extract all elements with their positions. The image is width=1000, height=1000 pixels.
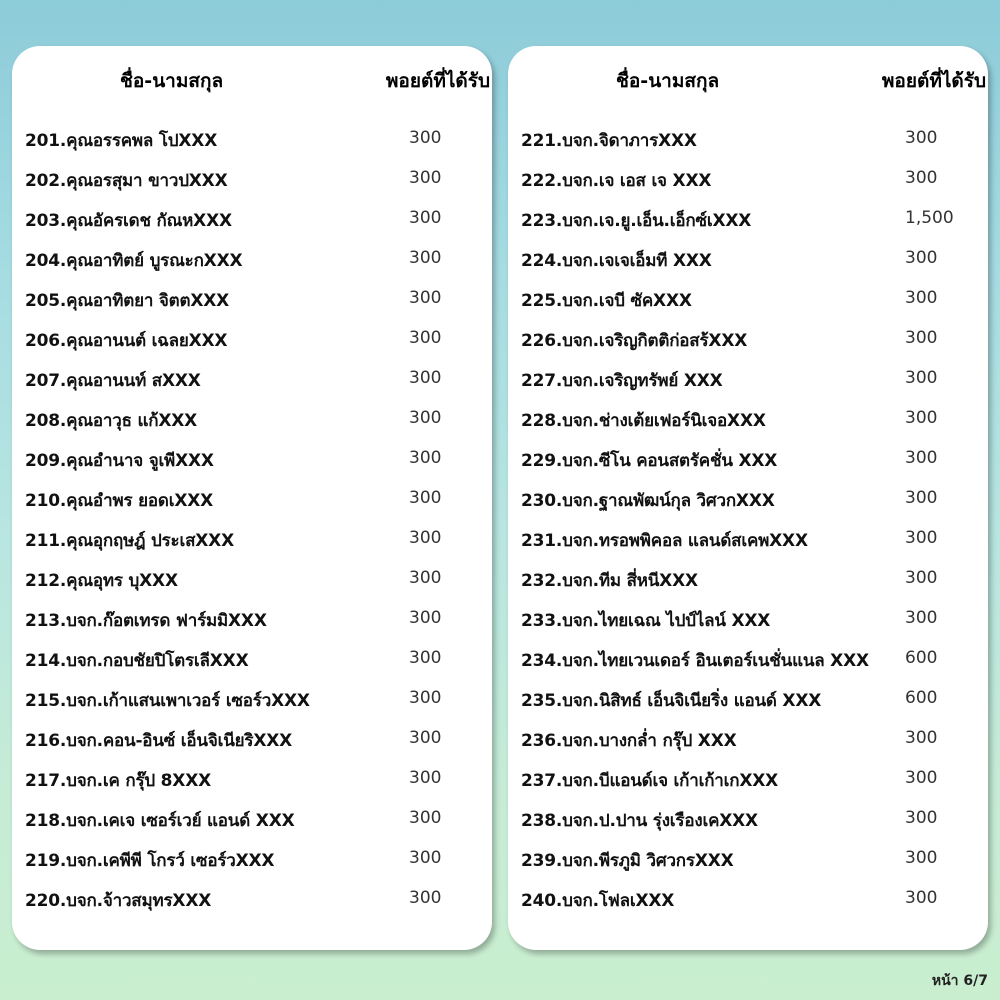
recipient-name: 208.คุณอาวุธ แก้XXX xyxy=(25,411,198,431)
list-row xyxy=(12,440,492,480)
recipient-name: 206.คุณอานนต์ เฉลยXXX xyxy=(25,331,228,351)
points-value: 300 xyxy=(905,288,938,308)
recipient-name: 203.คุณอัครเดช กัณหXXX xyxy=(25,211,232,231)
points-value: 300 xyxy=(905,888,938,908)
points-value: 300 xyxy=(905,488,938,508)
points-value: 300 xyxy=(905,528,938,548)
recipient-name: 204.คุณอาทิตย์ บูรณะกXXX xyxy=(25,251,243,271)
recipient-name: 232.บจก.ทีม สี่หนีXXX xyxy=(521,571,698,591)
recipient-name: 221.บจก.จิดาภารXXX xyxy=(521,131,697,151)
points-value: 300 xyxy=(905,448,938,468)
points-value: 300 xyxy=(409,888,442,908)
points-value: 300 xyxy=(409,808,442,828)
recipient-name: 218.บจก.เคเจ เซอร์เวย์ แอนด์ XXX xyxy=(25,811,295,831)
points-value: 300 xyxy=(409,408,442,428)
recipient-name: 209.คุณอำนาจ จูเพีXXX xyxy=(25,451,214,471)
recipient-name: 219.บจก.เคพีพี โกรว์ เซอร์วXXX xyxy=(25,851,275,871)
recipient-name: 215.บจก.เก้าแสนเพาเวอร์ เซอร์วXXX xyxy=(25,691,310,711)
recipient-name: 213.บจก.ก๊อตเทรด ฟาร์มมิXXX xyxy=(25,611,267,631)
points-value: 300 xyxy=(409,208,442,228)
list-row xyxy=(508,760,988,800)
list-row xyxy=(508,600,988,640)
points-value: 300 xyxy=(905,808,938,828)
points-value: 300 xyxy=(905,408,938,428)
recipient-name: 230.บจก.ฐาณพัฒน์กุล วิศวกXXX xyxy=(521,491,775,511)
list-row xyxy=(508,800,988,840)
page-number: หน้า 6/7 xyxy=(931,973,988,989)
list-row xyxy=(12,760,492,800)
list-row xyxy=(12,680,492,720)
recipient-name: 231.บจก.ทรอพพิคอล แลนด์สเคพXXX xyxy=(521,531,808,551)
points-value: 300 xyxy=(905,368,938,388)
list-row xyxy=(508,480,988,520)
recipient-name: 205.คุณอาทิตยา จิตตXXX xyxy=(25,291,230,311)
recipient-name: 236.บจก.บางกล่ำ กรุ๊ป XXX xyxy=(521,731,737,751)
recipient-name: 223.บจก.เจ.ยู.เอ็น.เอ็กซ์เXXX xyxy=(521,211,752,231)
recipient-name: 222.บจก.เจ เอส เจ XXX xyxy=(521,171,712,191)
list-row xyxy=(508,280,988,320)
list-row xyxy=(12,320,492,360)
points-value: 300 xyxy=(409,528,442,548)
list-row xyxy=(12,360,492,400)
list-row xyxy=(12,120,492,160)
recipient-name: 238.บจก.ป.ปาน รุ่งเรืองเคXXX xyxy=(521,811,758,831)
recipient-name: 234.บจก.ไทยเวนเดอร์ อินเตอร์เนชั่นแนล XXX xyxy=(521,651,869,671)
left-list-panel xyxy=(12,46,492,950)
points-value: 300 xyxy=(905,608,938,628)
points-value: 300 xyxy=(409,248,442,268)
points-value: 300 xyxy=(409,848,442,868)
recipient-name: 211.คุณอุกฤษฎ์ ประเสXXX xyxy=(25,531,234,551)
recipient-name: 224.บจก.เจเจเอ็มที XXX xyxy=(521,251,712,271)
list-row xyxy=(12,200,492,240)
points-value: 300 xyxy=(409,328,442,348)
recipient-name: 226.บจก.เจริญกิตติก่อสร้XXX xyxy=(521,331,748,351)
list-row xyxy=(12,800,492,840)
list-row xyxy=(508,640,988,680)
points-value: 600 xyxy=(905,648,938,668)
list-row xyxy=(508,200,988,240)
points-value: 300 xyxy=(905,248,938,268)
points-value: 300 xyxy=(409,608,442,628)
recipient-name: 239.บจก.พีรภูมิ วิศวกรXXX xyxy=(521,851,734,871)
recipient-name: 227.บจก.เจริญทรัพย์ XXX xyxy=(521,371,723,391)
points-value: 300 xyxy=(409,128,442,148)
list-row xyxy=(508,440,988,480)
points-column-header: พอยต์ที่ได้รับ xyxy=(881,70,986,92)
list-row xyxy=(508,680,988,720)
recipient-name: 202.คุณอรสุมา ขาวปXXX xyxy=(25,171,228,191)
points-value: 300 xyxy=(409,488,442,508)
points-value: 300 xyxy=(905,328,938,348)
list-row xyxy=(12,640,492,680)
recipient-name: 228.บจก.ช่างเต้ยเฟอร์นิเจอXXX xyxy=(521,411,766,431)
list-row xyxy=(12,480,492,520)
points-value: 300 xyxy=(409,448,442,468)
recipient-name: 216.บจก.คอน-อินซ์ เอ็นจิเนียริXXX xyxy=(25,731,293,751)
name-column-header: ชื่อ-นามสกุล xyxy=(616,70,720,92)
list-row xyxy=(508,160,988,200)
points-value: 300 xyxy=(905,848,938,868)
points-value: 300 xyxy=(905,168,938,188)
points-column-header: พอยต์ที่ได้รับ xyxy=(385,70,490,92)
recipient-name: 217.บจก.เค กรุ๊ป 8XXX xyxy=(25,771,212,791)
points-value: 300 xyxy=(905,728,938,748)
left-list-rows xyxy=(12,120,492,920)
list-row xyxy=(12,840,492,880)
recipient-name: 210.คุณอำพร ยอดเXXX xyxy=(25,491,214,511)
list-row xyxy=(12,600,492,640)
list-row xyxy=(508,560,988,600)
points-value: 300 xyxy=(409,768,442,788)
list-row xyxy=(12,160,492,200)
list-row xyxy=(508,720,988,760)
points-value: 300 xyxy=(409,368,442,388)
list-row xyxy=(12,880,492,920)
points-value: 300 xyxy=(409,648,442,668)
recipient-name: 235.บจก.นิสิทธ์ เอ็นจิเนียริ่ง แอนด์ XXX xyxy=(521,691,822,711)
recipient-name: 225.บจก.เจบี ซัคXXX xyxy=(521,291,692,311)
recipient-name: 233.บจก.ไทยเฉณ ไปป์ไลน์ XXX xyxy=(521,611,771,631)
right-list-panel xyxy=(508,46,988,950)
recipient-name: 220.บจก.จ้าวสมุทรXXX xyxy=(25,891,212,911)
points-value: 300 xyxy=(905,568,938,588)
points-value: 300 xyxy=(409,688,442,708)
list-row xyxy=(12,240,492,280)
list-row xyxy=(508,840,988,880)
list-row xyxy=(12,400,492,440)
list-row xyxy=(508,320,988,360)
list-row xyxy=(508,880,988,920)
points-value: 300 xyxy=(905,768,938,788)
recipient-name: 214.บจก.กอบชัยปิโตรเลีXXX xyxy=(25,651,249,671)
recipient-name: 201.คุณอรรคพล โปXXX xyxy=(25,131,218,151)
points-value: 300 xyxy=(409,288,442,308)
points-value: 300 xyxy=(409,728,442,748)
list-row xyxy=(12,560,492,600)
recipient-name: 212.คุณอุทร บุXXX xyxy=(25,571,178,591)
recipient-name: 229.บจก.ซีโน คอนสตรัคชั่น XXX xyxy=(521,451,778,471)
recipient-name: 240.บจก.โฟลเXXX xyxy=(521,891,675,911)
list-row xyxy=(508,400,988,440)
list-row xyxy=(12,520,492,560)
points-value: 1,500 xyxy=(905,208,954,228)
list-row xyxy=(508,120,988,160)
right-list-rows xyxy=(508,120,988,920)
list-row xyxy=(508,240,988,280)
list-row xyxy=(12,280,492,320)
list-row xyxy=(508,520,988,560)
points-value: 300 xyxy=(905,128,938,148)
list-row xyxy=(12,720,492,760)
recipient-name: 207.คุณอานนท์ สXXX xyxy=(25,371,201,391)
points-value: 300 xyxy=(409,168,442,188)
name-column-header: ชื่อ-นามสกุล xyxy=(120,70,224,92)
list-row xyxy=(508,360,988,400)
recipient-name: 237.บจก.บีแอนด์เจ เก้าเก้าเกXXX xyxy=(521,771,779,791)
points-value: 600 xyxy=(905,688,938,708)
points-value: 300 xyxy=(409,568,442,588)
